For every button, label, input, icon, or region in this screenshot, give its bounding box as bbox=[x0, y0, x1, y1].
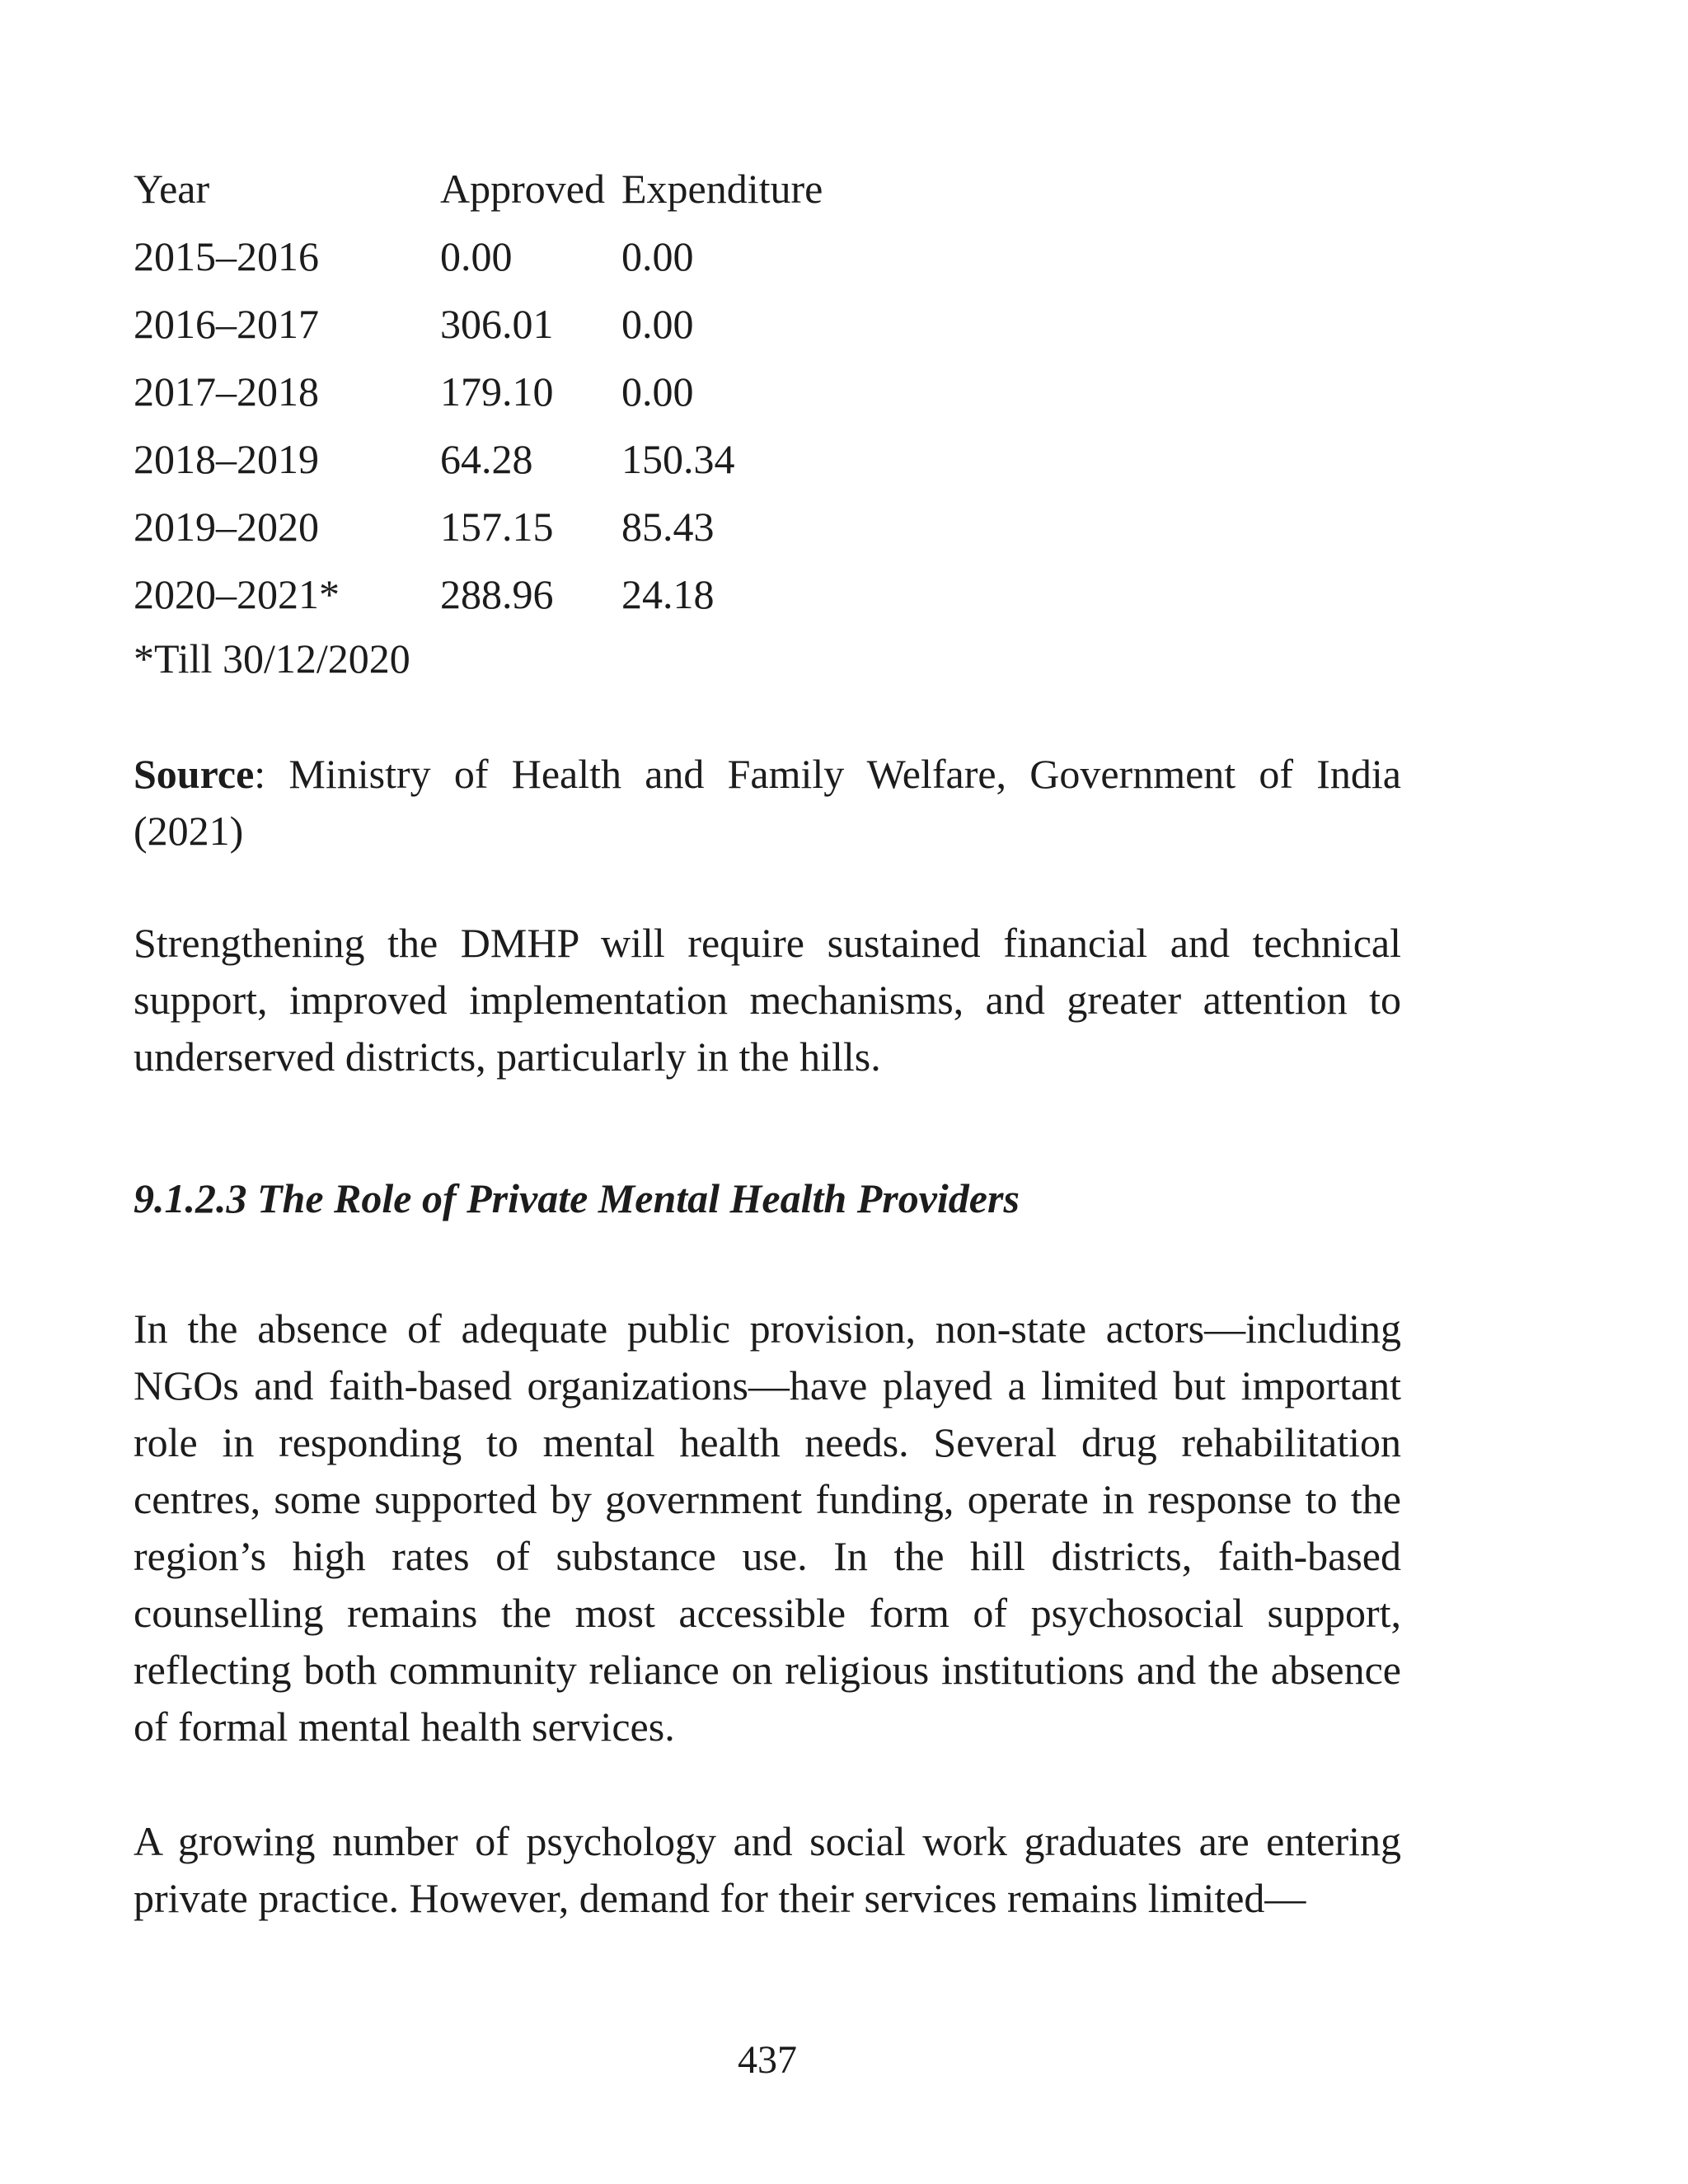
cell-year: 2020–2021* bbox=[134, 571, 340, 617]
cell-expenditure: 0.00 bbox=[621, 301, 694, 347]
page-number: 437 bbox=[738, 2038, 797, 2082]
cell-year: 2018–2019 bbox=[134, 436, 319, 482]
cell-approved: 179.10 bbox=[440, 368, 554, 415]
table-row bbox=[134, 425, 869, 493]
table-footnote: *Till 30/12/2020 bbox=[134, 635, 410, 682]
section-heading: 9.1.2.3 The Role of Private Mental Health Providers bbox=[134, 1175, 1020, 1221]
cell-year: 2017–2018 bbox=[134, 368, 319, 415]
cell-approved: 306.01 bbox=[440, 301, 554, 347]
cell-expenditure: 85.43 bbox=[621, 504, 715, 550]
cell-expenditure: 0.00 bbox=[621, 233, 694, 279]
paragraph-dmhp: Strengthening the DMHP will require sustained financial and technical support, improved implementation mechanisms, and greater attention to underserved districts, particularly in the hills. bbox=[134, 920, 1401, 1080]
cell-expenditure: 24.18 bbox=[621, 571, 715, 617]
source-citation bbox=[134, 746, 1401, 860]
header-expenditure: Expenditure bbox=[621, 166, 823, 212]
source-label: Source bbox=[134, 751, 255, 797]
table-row bbox=[134, 223, 869, 290]
cell-year: 2016–2017 bbox=[134, 301, 319, 347]
header-approved: Approved bbox=[440, 166, 605, 212]
cell-approved: 288.96 bbox=[440, 571, 554, 617]
table-header-row bbox=[134, 155, 869, 223]
table-row bbox=[134, 290, 869, 358]
cell-approved: 64.28 bbox=[440, 436, 533, 482]
table-row bbox=[134, 560, 869, 628]
expenditure-table bbox=[134, 155, 869, 628]
table-row bbox=[134, 358, 869, 425]
cell-approved: 0.00 bbox=[440, 233, 513, 279]
table-row bbox=[134, 493, 869, 560]
paragraph-non-state-actors: In the absence of adequate public provision, non-state actors—including NGOs and faith-based organizations—have played a limited but important role in responding to mental health needs. Several drug rehabilitation centres, some supported by government funding, operate in response to the region’s high rates of substance use. In the hill districts, faith-based counselling remains the most accessible form of psychosocial support, reflecting both community reliance on religious institutions and the absence of formal mental health services. bbox=[134, 1305, 1401, 1750]
cell-approved: 157.15 bbox=[440, 504, 554, 550]
cell-expenditure: 150.34 bbox=[621, 436, 735, 482]
paragraph-graduates: A growing number of psychology and social work graduates are entering private practice. However, demand for their services remains limited— bbox=[134, 1818, 1401, 1921]
source-text: : Ministry of Health and Family Welfare, Government of India (2021) bbox=[134, 751, 1401, 854]
header-year: Year bbox=[134, 166, 210, 212]
cell-year: 2015–2016 bbox=[134, 233, 319, 279]
cell-expenditure: 0.00 bbox=[621, 368, 694, 415]
cell-year: 2019–2020 bbox=[134, 504, 319, 550]
